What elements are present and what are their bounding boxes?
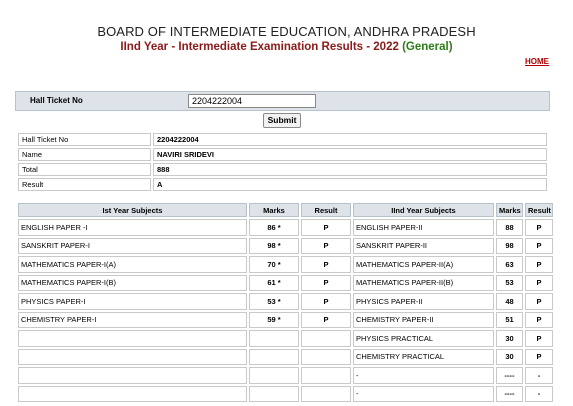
subtitle-tag: (General) <box>402 41 453 53</box>
table-row <box>18 330 553 347</box>
info-label: Total <box>18 163 151 176</box>
header-first-result: Result <box>301 203 351 217</box>
first-year-result <box>301 330 351 347</box>
table-row <box>18 293 553 310</box>
table-row <box>18 275 553 292</box>
info-row <box>18 148 547 161</box>
first-year-subject <box>18 386 247 403</box>
second-year-marks: 51 <box>496 312 523 329</box>
table-row <box>18 386 553 403</box>
home-link[interactable]: HOME <box>525 57 549 66</box>
second-year-marks: 53 <box>496 275 523 292</box>
second-year-marks: ---- <box>496 367 523 384</box>
first-year-marks: 98 * <box>249 238 299 255</box>
first-year-marks: 59 * <box>249 312 299 329</box>
second-year-marks: 48 <box>496 293 523 310</box>
table-row <box>18 238 553 255</box>
second-year-subject: CHEMISTRY PAPER-II <box>353 312 494 329</box>
first-year-marks <box>249 367 299 384</box>
second-year-result: P <box>525 219 553 236</box>
second-year-marks: 30 <box>496 330 523 347</box>
info-value: A <box>153 178 547 191</box>
header-second-year-subjects: IInd Year Subjects <box>353 203 494 217</box>
first-year-marks <box>249 386 299 403</box>
subtitle-main: IInd Year - Intermediate Examination Results - 2022 <box>120 41 399 53</box>
second-year-result: P <box>525 238 553 255</box>
info-value: NAVIRI SRIDEVI <box>153 148 547 161</box>
info-row <box>18 133 547 146</box>
hall-ticket-label: Hall Ticket No <box>30 96 83 105</box>
first-year-subject <box>18 330 247 347</box>
first-year-subject: MATHEMATICS PAPER-I(B) <box>18 275 247 292</box>
second-year-marks: 63 <box>496 256 523 273</box>
second-year-result: P <box>525 256 553 273</box>
second-year-subject: SANSKRIT PAPER-II <box>353 238 494 255</box>
marks-table <box>16 201 555 404</box>
second-year-result: P <box>525 293 553 310</box>
table-row <box>18 349 553 366</box>
first-year-result <box>301 386 351 403</box>
info-value: 2204222004 <box>153 133 547 146</box>
first-year-marks <box>249 349 299 366</box>
exam-subtitle <box>0 41 573 53</box>
first-year-subject <box>18 367 247 384</box>
table-row <box>18 367 553 384</box>
first-year-result: P <box>301 219 351 236</box>
first-year-marks: 61 * <box>249 275 299 292</box>
first-year-result <box>301 367 351 384</box>
hall-ticket-input[interactable] <box>188 94 316 108</box>
info-row <box>18 163 547 176</box>
second-year-subject: MATHEMATICS PAPER-II(B) <box>353 275 494 292</box>
header-second-result: Result <box>525 203 553 217</box>
first-year-subject: CHEMISTRY PAPER-I <box>18 312 247 329</box>
second-year-subject: PHYSICS PAPER-II <box>353 293 494 310</box>
first-year-subject: ENGLISH PAPER -I <box>18 219 247 236</box>
info-row <box>18 178 547 191</box>
header-first-year-subjects: Ist Year Subjects <box>18 203 247 217</box>
second-year-subject: MATHEMATICS PAPER-II(A) <box>353 256 494 273</box>
second-year-marks: 88 <box>496 219 523 236</box>
table-row <box>18 256 553 273</box>
submit-button[interactable]: Submit <box>263 113 301 128</box>
first-year-subject: SANSKRIT PAPER-I <box>18 238 247 255</box>
second-year-subject: ENGLISH PAPER-II <box>353 219 494 236</box>
second-year-result: P <box>525 312 553 329</box>
first-year-marks <box>249 330 299 347</box>
second-year-marks: ---- <box>496 386 523 403</box>
header-first-marks: Marks <box>249 203 299 217</box>
first-year-result: P <box>301 256 351 273</box>
first-year-subject: MATHEMATICS PAPER-I(A) <box>18 256 247 273</box>
info-label: Name <box>18 148 151 161</box>
second-year-marks: 30 <box>496 349 523 366</box>
first-year-marks: 53 * <box>249 293 299 310</box>
marks-header-row <box>18 203 553 217</box>
table-row <box>18 312 553 329</box>
second-year-marks: 98 <box>496 238 523 255</box>
second-year-result: P <box>525 349 553 366</box>
hall-ticket-form <box>15 91 550 111</box>
second-year-result: - <box>525 367 553 384</box>
table-row <box>18 219 553 236</box>
second-year-result: - <box>525 386 553 403</box>
first-year-result: P <box>301 293 351 310</box>
info-value: 888 <box>153 163 547 176</box>
second-year-subject: - <box>353 367 494 384</box>
first-year-marks: 70 * <box>249 256 299 273</box>
info-label: Hall Ticket No <box>18 133 151 146</box>
info-label: Result <box>18 178 151 191</box>
first-year-subject <box>18 349 247 366</box>
second-year-subject: - <box>353 386 494 403</box>
student-info-table <box>16 131 549 193</box>
second-year-subject: PHYSICS PRACTICAL <box>353 330 494 347</box>
board-title: BOARD OF INTERMEDIATE EDUCATION, ANDHRA PRADESH <box>97 24 476 39</box>
first-year-subject: PHYSICS PAPER-I <box>18 293 247 310</box>
first-year-result <box>301 349 351 366</box>
first-year-result: P <box>301 312 351 329</box>
second-year-subject: CHEMISTRY PRACTICAL <box>353 349 494 366</box>
second-year-result: P <box>525 275 553 292</box>
header-second-marks: Marks <box>496 203 523 217</box>
first-year-result: P <box>301 238 351 255</box>
first-year-result: P <box>301 275 351 292</box>
first-year-marks: 86 * <box>249 219 299 236</box>
second-year-result: P <box>525 330 553 347</box>
